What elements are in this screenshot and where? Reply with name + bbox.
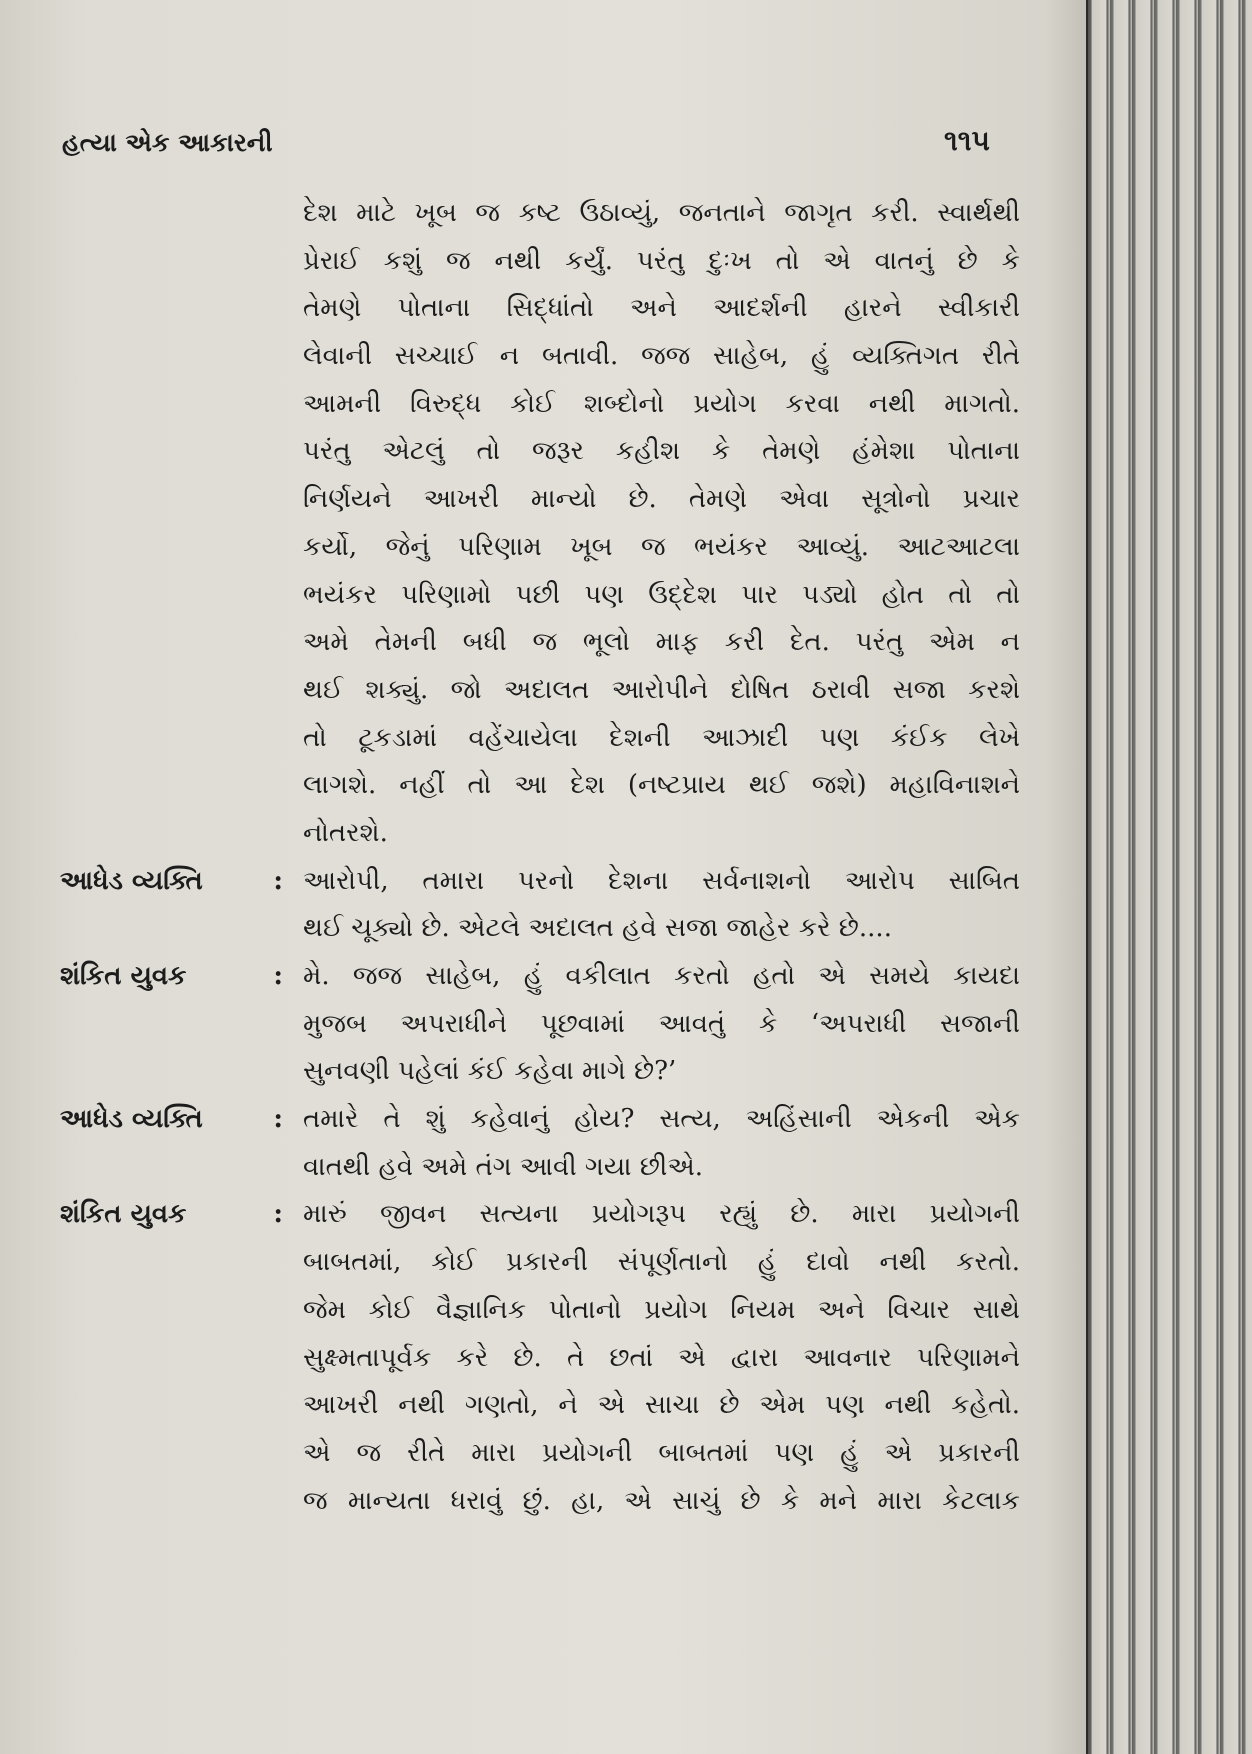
book-page-edges <box>1088 0 1252 1754</box>
speaker-colon: : <box>273 1104 283 1135</box>
speaker-label <box>60 1191 303 1525</box>
dialogue-entry <box>60 1191 1020 1525</box>
speaker-name: શંકિત યુવક <box>60 961 187 991</box>
speaker-name: શંકિત યુવક <box>60 1199 187 1230</box>
text-line: ભયંકર પરિણામો પછી પણ ઉદ્દેશ પાર પડ્યો હોત તો તો <box>303 579 1020 610</box>
text-line: તેમણે પોતાના સિદ્ધાંતો અને આદર્શની હારને સ્વીકારી <box>303 293 1020 324</box>
text-line: વાતથી હવે અમે તંગ આવી ગયા છીએ. <box>303 1151 704 1182</box>
text-line: નોતરશે. <box>303 817 388 848</box>
speaker-label <box>60 858 303 953</box>
page-number: ૧૧૫ <box>944 124 990 157</box>
text-line: મારું જીવન સત્યના પ્રયોગરૂપ રહ્યું છે. મારા પ્રયોગની <box>303 1199 1020 1230</box>
text-line: અમે તેમની બધી જ ભૂલો માફ કરી દેત. પરંતુ એમ ન <box>303 627 1020 658</box>
text-line: જેમ કોઈ વૈજ્ઞાનિક પોતાનો પ્રયોગ નિયમ અને વિચાર સાથે <box>303 1294 1020 1325</box>
text-line: આખરી નથી ગણતો, ને એ સાચા છે એમ પણ નથી કહેતો. <box>303 1390 1020 1421</box>
text-line: લેવાની સચ્ચાઈ ન બતાવી. જજ સાહેબ, હું વ્યક્તિગત રીતે <box>303 341 1020 372</box>
dialogue-entry <box>60 858 1020 953</box>
speaker-label <box>60 953 303 1096</box>
speech-text <box>303 858 1020 953</box>
page-body <box>60 190 1020 1525</box>
speaker-colon: : <box>273 961 283 991</box>
speech-text <box>303 1096 1020 1191</box>
text-line: એ જ રીતે મારા પ્રયોગની બાબતમાં પણ હું એ પ્રકારની <box>303 1437 1020 1468</box>
speech-text <box>303 1191 1020 1525</box>
speaker-name: આધેડ વ્યક્તિ <box>60 1104 203 1135</box>
text-line: પરંતુ એટલું તો જરૂર કહીશ કે તેમણે હંમેશા પોતાના <box>303 436 1020 467</box>
text-line: નિર્ણયને આખરી માન્યો છે. તેમણે એવા સૂત્રોનો પ્રચાર <box>303 484 1020 515</box>
speaker-label <box>60 1096 303 1191</box>
text-line: પ્રેરાઈ કશું જ નથી કર્યું. પરંતુ દુઃખ તો એ વાતનું છે કે <box>303 245 1020 276</box>
text-line: લાગશે. નહીં તો આ દેશ (નષ્ટપ્રાય થઈ જશે) મહાવિનાશને <box>303 770 1020 801</box>
running-head: હત્યા એક આકારની <box>62 128 273 157</box>
text-line: જ માન્યતા ધરાવું છું. હા, એ સાચું છે કે મને મારા કેટલાક <box>303 1485 1020 1516</box>
text-line: દેશ માટે ખૂબ જ કષ્ટ ઉઠાવ્યું, જનતાને જાગૃત કરી. સ્વાર્થથી <box>303 198 1020 228</box>
text-line: તો ટૂકડામાં વહેંચાયેલા દેશની આઝાદી પણ કંઈક લેખે <box>303 722 1020 753</box>
dialogue-entry <box>60 953 1020 1096</box>
text-line: બાબતમાં, કોઈ પ્રકારની સંપૂર્ણતાનો હું દાવો નથી કરતો. <box>303 1247 1020 1278</box>
text-line: તમારે તે શું કહેવાનું હોય? સત્ય, અહિંસાની એકની એક <box>303 1104 1020 1135</box>
text-line: મુજબ અપરાધીને પૂછવામાં આવતું કે ‘અપરાધી સજાની <box>303 1008 1020 1039</box>
text-line: આરોપી, તમારા પરનો દેશના સર્વનાશનો આરોપ સાબિત <box>303 865 1020 896</box>
text-line: સુક્ષ્મતાપૂર્વક કરે છે. તે છતાં એ દ્વારા આવનાર પરિણામને <box>303 1342 1020 1373</box>
speaker-colon: : <box>273 1199 283 1230</box>
text-line: મે. જજ સાહેબ, હું વકીલાત કરતો હતો એ સમયે કાયદા <box>303 961 1020 991</box>
dialogue-entry <box>60 1096 1020 1191</box>
speech-text <box>303 953 1020 1096</box>
speaker-name: આધેડ વ્યક્તિ <box>60 865 203 896</box>
text-line: થઈ ચૂક્યો છે. એટલે અદાલત હવે સજા જાહેર કરે છે.... <box>303 913 892 944</box>
text-line: સુનવણી પહેલાં કંઈ કહેવા માગે છે?’ <box>303 1056 677 1087</box>
speaker-colon: : <box>273 865 283 896</box>
opening-paragraph <box>303 190 1020 858</box>
text-line: થઈ શક્યું. જો અદાલત આરોપીને દોષિત ઠરાવી સજા કરશે <box>303 674 1020 705</box>
text-line: આમની વિરુદ્ધ કોઈ શબ્દોનો પ્રયોગ કરવા નથી માગતો. <box>303 388 1020 419</box>
text-line: કર્યો, જેનું પરિણામ ખૂબ જ ભયંકર આવ્યું. આટઆટલા <box>303 531 1020 562</box>
